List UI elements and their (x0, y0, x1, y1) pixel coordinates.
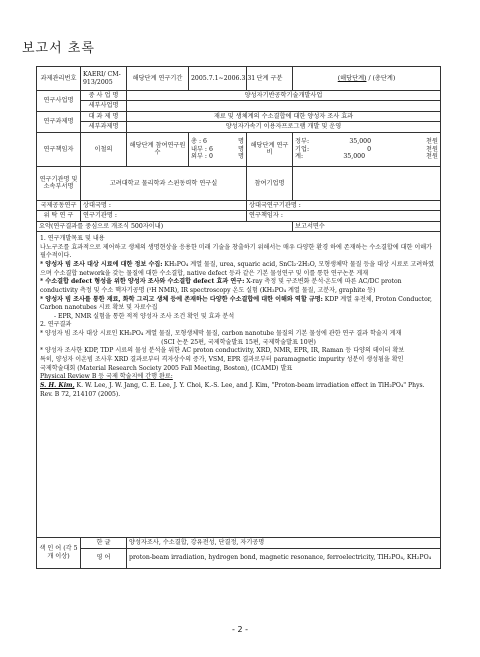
participant-label: 참여기업명 (247, 166, 293, 200)
section-2-bullet-4: 국제학술대회 (Material Research Society 2005 Fall Meeting, Boston), (ICAMD) 발표 (40, 364, 293, 372)
stage-value (293, 67, 441, 91)
period-label: 해당단계 연구기간 (127, 67, 189, 91)
task-detail-value: 양성자가속기 이용자프로그램 개발 및 운영 (127, 122, 441, 132)
task-group-label: 연구과제명 (37, 111, 81, 132)
stage-total: (총단계) (372, 74, 396, 82)
commission-lead: 연구책임자 : (247, 211, 441, 221)
reference (40, 382, 437, 399)
external-label: 외부 : (191, 152, 208, 160)
section-2-bullet-1: * 양성자 빔 조사 대상 시료인 KH₂PO₄ 계열 물질, 모형생체막 물질, carbon nanotube 물질의 기본 물성에 관한 연구 결과 학술지 게재 (40, 330, 402, 338)
intl-label: 국제공동연구 (37, 200, 81, 210)
header-row (37, 67, 441, 91)
bullet-body: KDP 계열 유전체, Proton Conductor, Carbon nanotubes 시료 확보 및 자료수집 (40, 295, 432, 312)
bullet-body: KH₂PO₄ 계열 물질, urea, squaric acid, SnCl₂·2H₂O, 모형생체막 물질 등을 대상 시료로 고려하였으며 수소결합 network을 갖는 물질에 대한 수소결합, native defect 등과 같은 기본 물성연구 및 이를 통한 연구논문 게재 (40, 260, 434, 277)
task-big-value: 재료 및 생체계의 수소결합에 대한 양성자 조사 효과 (127, 111, 441, 121)
count-values (189, 132, 247, 166)
section-1-bullet-3 (40, 296, 437, 313)
unit-person: 명 (238, 145, 244, 153)
task-big-label: 대 과 제 명 (81, 111, 127, 121)
section-2-bullet-3: 특히, 양성자 이온빔 조사후 XRD 결과로부터 격자상수의 증가, VSM, EPR 결과로부터 paramagnetic impurity 성분이 생성됨을 확인 (40, 356, 404, 364)
unit-won: 천원 (426, 152, 439, 160)
stage-current: (해당단계) (337, 74, 367, 82)
internal-label: 내부 : (191, 145, 208, 153)
keywords-label: 색 인 어 (각 5개 이상) (37, 538, 81, 568)
stage-sep: / (368, 74, 371, 82)
sum-value: 35,000 (343, 152, 366, 160)
unit-person: 명 (238, 152, 244, 160)
cost-values (293, 132, 441, 166)
ref-author: S. H. Kim, (40, 381, 75, 389)
page-number: - 2 - (232, 625, 248, 634)
internal-value: 6 (208, 145, 213, 153)
unit-person: 명 (238, 138, 244, 146)
corp-value: 0 (367, 145, 372, 153)
intl-partner-org: 상대국연구기관명 : (247, 200, 441, 210)
section-1-bullet-2 (40, 278, 437, 295)
cost-label: 해당단계 연구비 (247, 132, 293, 166)
keywords-kor: 양성자조사, 수소결합, 강유전성, 단결정, 자기공명 (127, 538, 441, 548)
sum-label: 계: (295, 152, 304, 160)
total-value: 6 (203, 138, 207, 146)
unit-won: 천원 (426, 145, 439, 153)
task-detail-label: 세부과제명 (81, 122, 127, 132)
ref-rest: K. W. Lee, J. W. Jang, C. E. Lee, J. Y. Choi, K.-S. Lee, and J. Kim, "Proton-beam irradiation effect in TlH₂PO₄" Phys. Rev. B 72, 214107 (2005). (40, 381, 425, 398)
total-label: 총 : (191, 138, 202, 146)
bullet-body: X-ray 측정 및 구조변화 분석·온도에 따른 AC/DC proton conductivity 측정 및 수소 핵자기공명 (¹H NMR), IR spectroscopy 온도 실험 (KH₂PO₄ 계열 물질, 고분자, graphite 등) (40, 278, 402, 294)
stage-label: 단계 구분 (247, 67, 293, 91)
section-2-bullet-5: Physical Review B 등 국제 학술지에 간행 완료: (40, 373, 173, 381)
intl-partner: 상대국명 : (81, 200, 247, 210)
summary-body (37, 232, 441, 538)
project-group-label: 연구사업명 (37, 91, 81, 112)
section-2-sub: (SCI 논문 25편, 국제학술발표 15편, 국제학술발표 10편) (161, 338, 316, 346)
page-title: 보고서 초록 (22, 41, 95, 56)
project-big-label: 중 사 업 명 (81, 91, 127, 101)
pages-label: 보고서면수 (293, 221, 441, 231)
lead-label: 연구책임자 (37, 132, 81, 166)
project-detail-value (127, 101, 441, 111)
project-big-value: 양성자기반공학기술개발사업 (127, 91, 441, 101)
commission-label: 위 탁 연 구 (37, 211, 81, 221)
mgmt-no-label: 과제관리번호 (37, 67, 81, 91)
section-1-intro: 나노구조를 효과적으로 제어하고 생체의 생명현상을 응용한 미래 기술을 창출하기 위해서는 매우 다양한 환경 하에 존재하는 수소결합에 대한 이해가 필수적이다. (40, 243, 433, 260)
corp-label: 기업: (295, 145, 310, 153)
keywords-eng: proton-beam irradiation, hydrogen bond, magnetic resonance, ferroelectricity, TlH₂PO₄, KH₂PO₄ (127, 548, 441, 568)
researcher-row (37, 132, 441, 166)
bullet-head: * 수소결합 defect 형성을 위한 양성자 조사와 수소결합 defect 효과 연구: (40, 278, 245, 286)
unit-won: 천원 (426, 138, 439, 146)
count-label: 해당단계 참여연구원수 (127, 132, 189, 166)
abstract-form (36, 66, 441, 569)
gov-value: 35,000 (349, 138, 372, 146)
keywords-eng-label: 영 어 (81, 548, 127, 568)
bullet-head: * 양성자 빔 조사 대상 시료에 대한 정보 수집: (40, 260, 163, 268)
commission-org: 연구기관명 : (81, 211, 247, 221)
project-detail-label: 세부사업명 (81, 101, 127, 111)
bullet-head: * 양성자 빔 조사를 통한 재료, 화학 그리고 생체 등에 존재하는 다양한 수소결합에 대한 이해와 역할 규명: (40, 295, 323, 303)
mgmt-no: KAERI/ CM-913/2005 (81, 67, 127, 91)
period-value: 2005.7.1~2006.3.31 (189, 67, 247, 91)
section-2-title: 2. 연구결과 (40, 321, 72, 329)
summary-heading: 요약(연구결과를 중심으로 개조식 500자이내) (37, 221, 293, 231)
org-value: 고려대학교 물리학과 스핀동력학 연구실 (81, 166, 247, 200)
section-1-sub: - EPR, NMR 실험을 통한 적적 양성자 조사 조건 확인 및 효과 분석 (54, 312, 235, 320)
section-1-title: 1. 연구개발목표 및 내용 (40, 235, 105, 243)
participant-value (293, 166, 441, 200)
keywords-kor-label: 한 글 (81, 538, 127, 548)
external-value: 0 (208, 152, 213, 160)
lead-name: 이철의 (81, 132, 127, 166)
section-1-bullet-1 (40, 261, 437, 278)
gov-label: 정부: (295, 138, 310, 146)
section-2-bullet-2: * 양성자 조사한 KDP, TDP 시료의 물성 분석을 위한 AC proton conductivity, XRD, NMR, EPR, IR, Raman 등 다양의 데이터 확보 (40, 347, 405, 355)
org-label: 연구기관명 및 소속부서명 (37, 166, 81, 200)
